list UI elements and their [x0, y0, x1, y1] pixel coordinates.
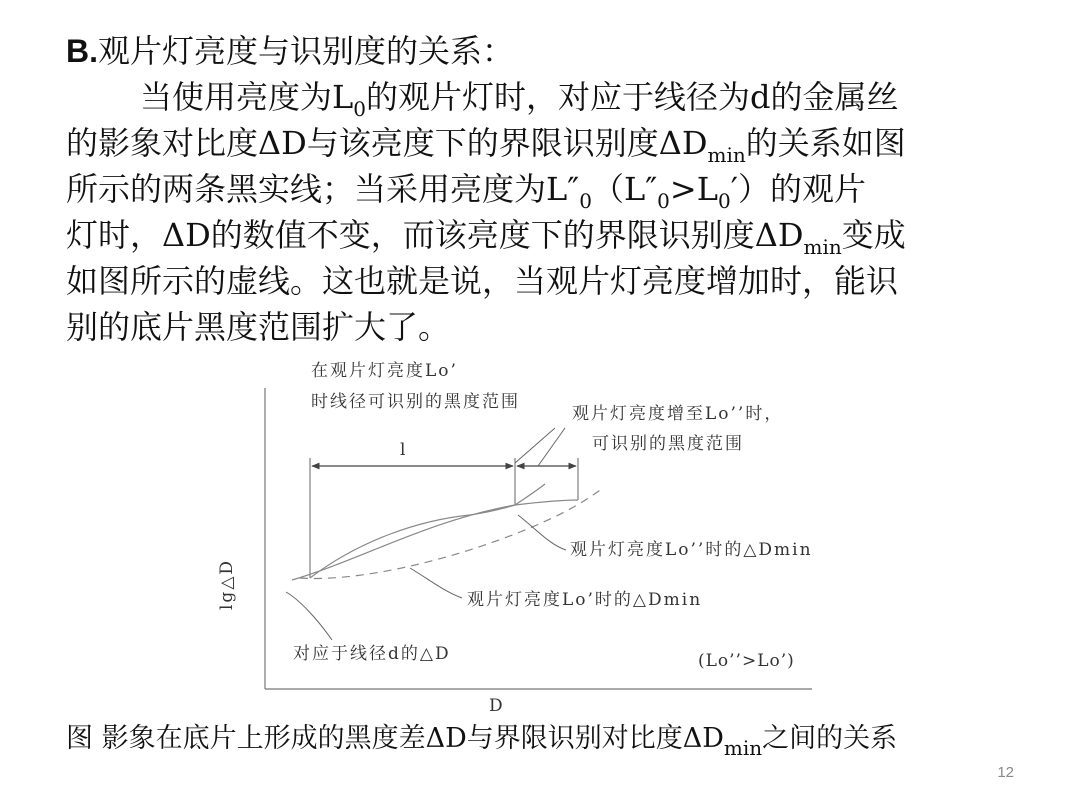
- dmin-lo1-curve: [310, 484, 545, 578]
- annotation-top-1: 在观片灯亮度Lo’: [311, 361, 458, 381]
- leader-solid-label: [410, 568, 462, 598]
- leader-dashed-label: [518, 515, 566, 550]
- leader-top: [515, 428, 555, 463]
- body-line-2: 的影象对比度ΔD与该亮度下的界限识别度$\Delta D_{min}$的关系如图: [66, 124, 906, 167]
- section-title: 观片灯亮度与识别度的关系：: [98, 32, 515, 70]
- leader-deltaD-label: [286, 592, 332, 640]
- body-line-4: 灯时，ΔD的数值不变，而该亮度下的界限识别度$\Delta D_{min}$变成: [66, 216, 906, 259]
- dmin-lo2-label: 观片灯亮度Lo’’时的△Dmin: [570, 540, 813, 560]
- annotation-right-1: 观片灯亮度增至Lo’’时，: [572, 404, 784, 424]
- body-line-1: 当使用亮度为$L_0$的观片灯时，对应于线径为d的金属丝: [140, 78, 899, 121]
- deltaD-label: 对应于线径d的△D: [293, 644, 451, 664]
- y-axis-label: lg△D: [217, 558, 237, 610]
- annotation-top-2: 时线径可识别的黑度范围: [311, 392, 520, 412]
- dmin-lo1-label: 观片灯亮度Lo’时的△Dmin: [467, 590, 703, 610]
- dmin-lo2-curve: [300, 488, 603, 578]
- width-label: l: [400, 440, 406, 460]
- page-number: 12: [997, 764, 1014, 781]
- condition-note: (Lo’’>Lo’): [698, 651, 795, 671]
- deltaD-curve: [292, 500, 578, 580]
- section-label: B.: [66, 33, 98, 69]
- figure-caption: 图 影象在底片上形成的黑度差ΔD与界限识别对比度$\Delta D_{min}$之间的关系: [66, 723, 898, 760]
- annotation-right-2: 可识别的黑度范围: [592, 434, 744, 454]
- body-line-5: 如图所示的虚线。这也就是说，当观片灯亮度增加时，能识: [66, 262, 899, 300]
- leader-right: [538, 428, 565, 466]
- body-line-6: 别的底片黑度范围扩大了。: [66, 308, 451, 346]
- body-line-3: 所示的两条黑实线；当采用亮度为$L''_0(L''_0>L_0')$的观片: [66, 170, 866, 213]
- x-axis-label: D: [489, 696, 503, 716]
